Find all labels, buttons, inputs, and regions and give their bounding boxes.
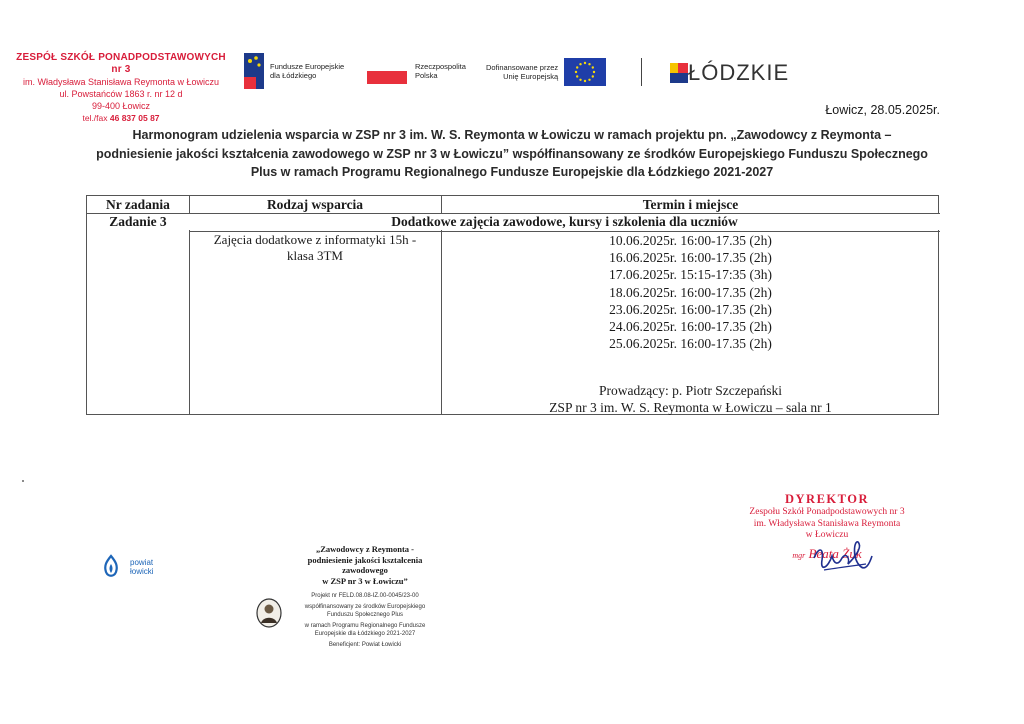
- powiat-lowicki-logo: [100, 554, 154, 580]
- project-cofinancing-2: Funduszu Społecznego Plus: [326, 612, 404, 618]
- project-cofinancing-1: współfinansowany ze środków Europejskiego: [304, 604, 426, 610]
- fundusze-europejskie-logo: [244, 53, 344, 89]
- date-item: 24.06.2025r. 16:00-17.35 (2h): [609, 319, 772, 335]
- header-rodzaj-wsparcia: Rodzaj wsparcia: [266, 197, 364, 212]
- header-termin-i-miejsce: Termin i miejsce: [642, 197, 739, 212]
- leader-name: Prowadzący: p. Piotr Szczepański: [599, 383, 782, 398]
- date-item: 16.06.2025r. 16:00-17.35 (2h): [609, 250, 772, 266]
- project-title-line2: podniesienie jakości kształcenia: [307, 554, 423, 565]
- eu-flag-icon: [564, 58, 606, 86]
- director-title: DYREKTOR: [784, 492, 869, 506]
- date-item: 10.06.2025r. 16:00-17.35 (2h): [609, 233, 772, 248]
- project-program-2: Europejskie dla Łódzkiego 2021-2027: [314, 631, 416, 637]
- stamp-phone-prefix: tel./fax: [82, 113, 108, 123]
- rzeczpospolita-polska-logo: [367, 58, 466, 84]
- title-line-1: Harmonogram udzielenia wsparcia w ZSP nr 3 im. W. S. Reymonta w Łowiczu w ramach projektu pn. „Zawodowcy z Reymonta –: [132, 128, 892, 142]
- project-number: Projekt nr FELD.08.08-IZ.00-0045/23-00: [311, 593, 419, 599]
- fe-line1: Fundusze Europejskie: [270, 62, 345, 71]
- stamp-street: ul. Powstańców 1863 r. nr 12 d: [59, 89, 183, 99]
- date-item: 18.06.2025r. 16:00-17.35 (2h): [609, 284, 772, 300]
- support-type-line2: klasa 3TM: [287, 248, 343, 263]
- lodzkie-wordmark: ŁÓDZKIE: [688, 60, 790, 85]
- fe-logo-icon: [244, 53, 264, 89]
- stamp-patron: im. Władysława Stanisława Reymonta w Łowiczu: [22, 77, 220, 87]
- rp-logo-text: [415, 62, 466, 80]
- support-type-line1: Zajęcia dodatkowe z informatyki 15h -: [213, 232, 417, 247]
- project-title-line1: „Zawodowcy z Reymonta -: [316, 544, 414, 554]
- school-stamp: [16, 52, 226, 124]
- lodzkie-logo: [668, 60, 789, 86]
- rp-line1: Rzeczpospolita: [415, 62, 466, 71]
- lodzkie-mark-icon: [668, 61, 690, 85]
- project-info-block: [280, 544, 450, 649]
- schedule-table: [86, 195, 939, 415]
- logo-divider: [641, 58, 642, 86]
- ue-line1: Dofinansowane przez: [486, 63, 559, 72]
- date-item: 23.06.2025r. 16:00-17.35 (2h): [609, 301, 772, 317]
- document-title: [70, 126, 954, 182]
- polish-flag-icon: [367, 58, 407, 84]
- stamp-phone-number: 46 837 05 87: [109, 113, 160, 123]
- stamp-city: 99-400 Łowicz: [91, 101, 151, 111]
- leader-and-place: [441, 383, 940, 416]
- powiat-line2: łowicki: [130, 567, 154, 576]
- date-item: 25.06.2025r. 16:00-17.35 (2h): [609, 336, 772, 352]
- ue-logo-text: [486, 63, 558, 81]
- stamp-phone: [16, 112, 226, 124]
- powiat-logo-text: [130, 558, 154, 576]
- project-beneficiary: Beneficjent: Powiat Łowicki: [328, 642, 402, 648]
- date-item: 17.06.2025r. 15:15-17:35 (3h): [608, 267, 773, 283]
- ue-line2: Unię Europejską: [503, 72, 559, 81]
- support-type: [189, 232, 441, 264]
- project-title-line3: zawodowego: [342, 565, 388, 575]
- director-surname: Beata Żuk: [808, 545, 862, 561]
- fe-line2: dla Łódzkiego: [270, 71, 317, 80]
- director-school-line3: w Łowiczu: [805, 530, 849, 540]
- task-number: Zadanie 3: [109, 214, 167, 229]
- scan-speck: [22, 480, 24, 482]
- director-prefix: mgr: [792, 550, 806, 560]
- title-line-3: Plus w ramach Programu Regionalnego Fundusze Europejskie dla Łódzkiego 2021-2027: [250, 165, 774, 179]
- title-line-2: podniesienie jakości kształcenia zawodowego w ZSP nr 3 w Łowiczu” współfinansowany ze środków Europejskiego Funduszu Społecznego: [96, 146, 928, 161]
- document-date: Łowicz, 28.05.2025r.: [825, 103, 940, 117]
- task-title: Dodatkowe zajęcia zawodowe, kursy i szkolenia dla uczniów: [189, 214, 940, 230]
- project-program-1: w ramach Programu Regionalnego Fundusze: [304, 623, 426, 629]
- powiat-logo-icon: [100, 554, 122, 580]
- reymont-portrait-icon: [256, 598, 282, 628]
- project-title-line4: w ZSP nr 3 w Łowiczu”: [322, 575, 408, 586]
- class-place: ZSP nr 3 im. W. S. Reymonta w Łowiczu – sala nr 1: [549, 399, 832, 415]
- header-nr-zadania: Nr zadania: [106, 197, 170, 212]
- date-list: [441, 232, 940, 352]
- rp-line2: Polska: [415, 71, 438, 80]
- handwritten-signature: [800, 528, 880, 588]
- eu-cofinanced-logo: [486, 58, 606, 86]
- director-school-line2: im. Władysława Stanisława Reymonta: [753, 518, 901, 529]
- fe-logo-text: [270, 62, 344, 80]
- director-school-line1: Zespołu Szkół Ponadpodstawowych nr 3: [749, 507, 905, 517]
- powiat-line1: powiat: [130, 558, 154, 567]
- stamp-school-name: ZESPÓŁ SZKÓŁ PONADPODSTAWOWYCH nr 3: [16, 52, 226, 75]
